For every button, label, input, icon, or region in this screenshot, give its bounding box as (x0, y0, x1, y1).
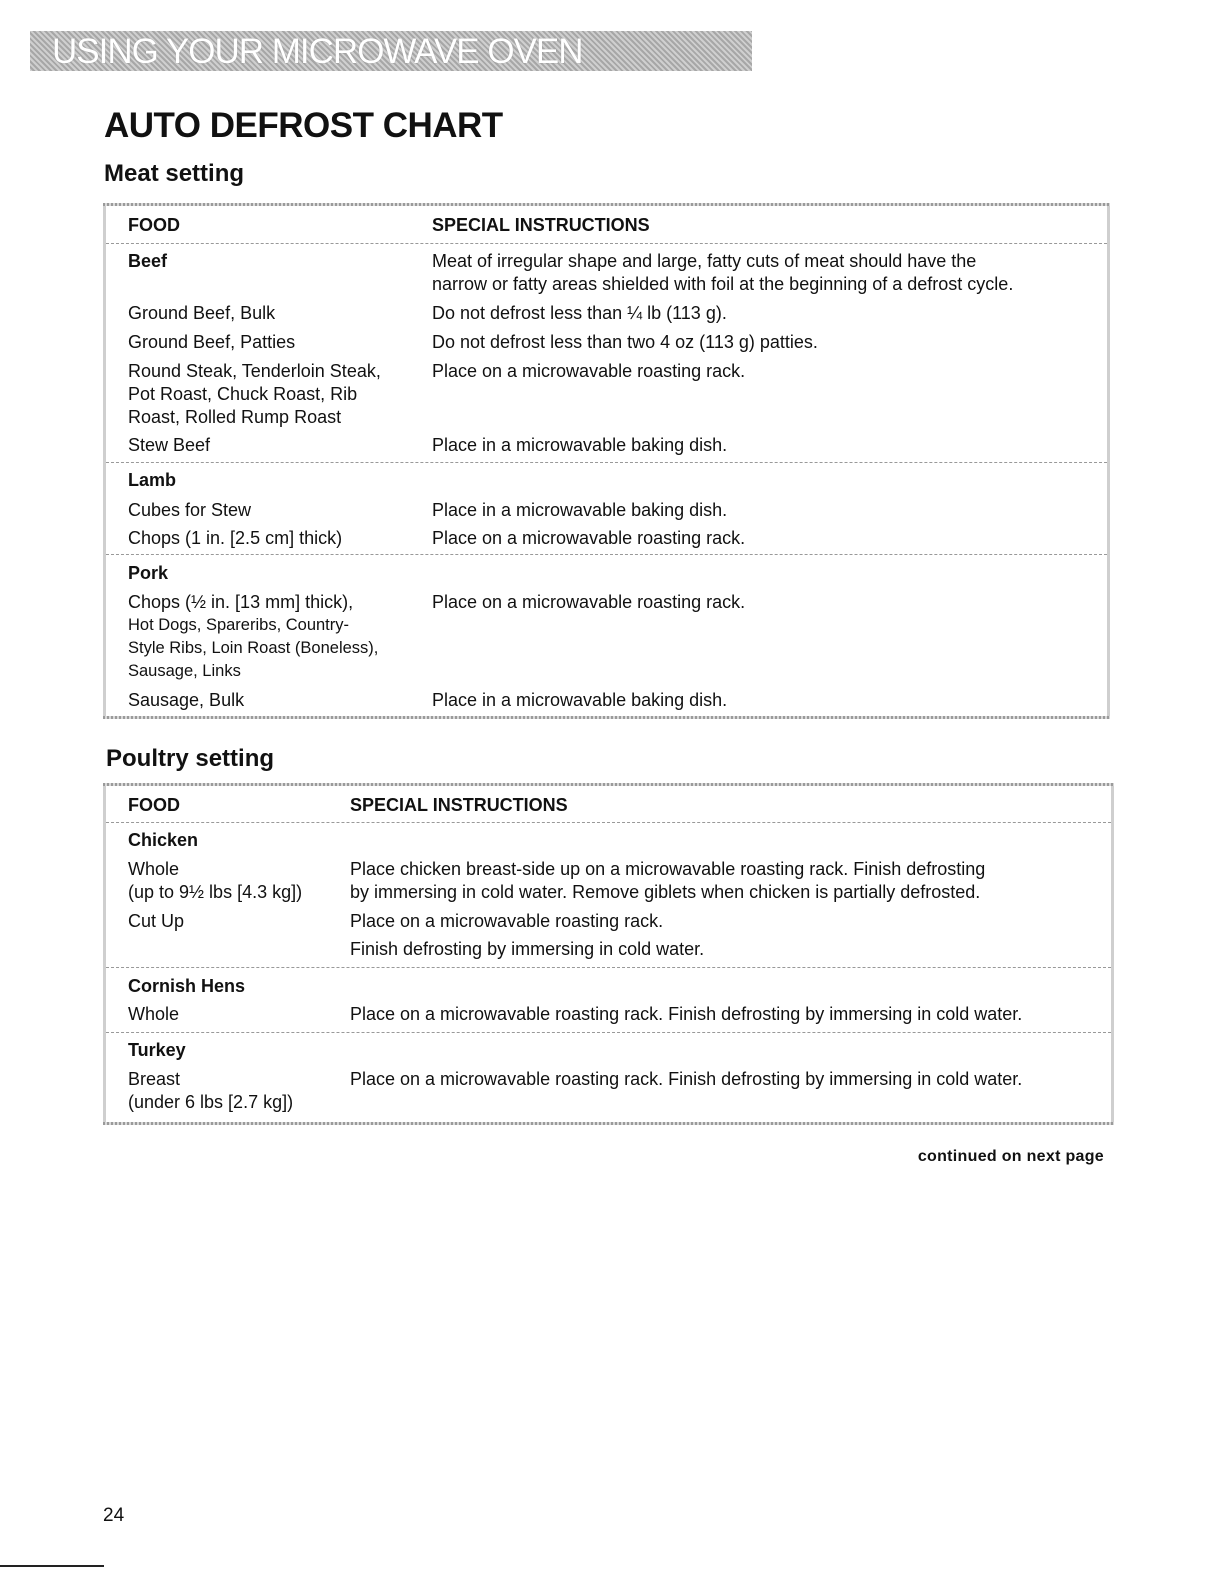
footer-rule (0, 1565, 104, 1567)
food-item: Whole (128, 1004, 180, 1024)
meat-defrost-table (103, 203, 1110, 719)
instruction-text-continued: by immersing in cold water. Remove giblets when chicken is partially defrosted. (350, 882, 981, 902)
group-label-lamb: Lamb (128, 470, 177, 490)
group-divider (106, 462, 1107, 463)
instruction-text: Place in a microwavable baking dish. (432, 690, 728, 710)
food-item: Chops (1 in. [2.5 cm] thick) (128, 528, 343, 548)
instruction-text: Place in a microwavable baking dish. (432, 500, 728, 520)
food-item-continued: Sausage, Links (128, 662, 241, 680)
instruction-text: Do not defrost less than two 4 oz (113 g) patties. (432, 332, 818, 352)
group-label-chicken: Chicken (128, 830, 199, 850)
group-divider (106, 1032, 1111, 1033)
food-item: Chops (½ in. [13 mm] thick), (128, 592, 354, 612)
instructions-column-header: SPECIAL INSTRUCTIONS (432, 215, 650, 235)
table-bottom-edge (103, 1122, 1114, 1125)
food-item: Stew Beef (128, 435, 211, 455)
instruction-text: Place on a microwavable roasting rack. (432, 528, 746, 548)
food-item: Cut Up (128, 911, 185, 931)
instruction-text: Place chicken breast-side up on a microwavable roasting rack. Finish defrosting (350, 859, 986, 879)
instructions-column-header: SPECIAL INSTRUCTIONS (350, 795, 568, 815)
food-item-continued: Roast, Rolled Rump Roast (128, 407, 342, 427)
instruction-text: Do not defrost less than ¼ lb (113 g). (432, 303, 727, 323)
table-bottom-edge (103, 716, 1110, 719)
instruction-text: Place on a microwavable roasting rack. (350, 911, 664, 931)
page-title: AUTO DEFROST CHART (104, 106, 503, 145)
food-item-continued: Pot Roast, Chuck Roast, Rib (128, 384, 358, 404)
food-item-continued: Hot Dogs, Spareribs, Country- (128, 616, 350, 634)
table-top-edge (103, 203, 1110, 206)
group-divider (106, 554, 1107, 555)
food-item-continued: (under 6 lbs [2.7 kg]) (128, 1092, 294, 1112)
table-top-edge (103, 783, 1114, 786)
instruction-text: Place on a microwavable roasting rack. (432, 361, 746, 381)
instruction-text: Place on a microwavable roasting rack. Finish defrosting by immersing in cold water. (350, 1004, 1023, 1024)
food-item: Whole (128, 859, 180, 879)
food-item-continued: Style Ribs, Loin Roast (Boneless), (128, 639, 379, 657)
instruction-text: Place in a microwavable baking dish. (432, 435, 728, 455)
group-label-turkey: Turkey (128, 1040, 186, 1060)
group-label-beef: Beef (128, 251, 168, 271)
instruction-text: Place on a microwavable roasting rack. (432, 592, 746, 612)
poultry-setting-title: Poultry setting (106, 745, 275, 772)
food-item: Cubes for Stew (128, 500, 252, 520)
instruction-text-continued: Finish defrosting by immersing in cold water. (350, 939, 705, 959)
food-column-header: FOOD (128, 795, 180, 815)
beef-intro-line-2: narrow or fatty areas shielded with foil at the beginning of a defrost cycle. (432, 274, 1014, 294)
beef-intro-line-1: Meat of irregular shape and large, fatty cuts of meat should have the (432, 251, 977, 271)
instruction-text: Place on a microwavable roasting rack. Finish defrosting by immersing in cold water. (350, 1069, 1023, 1089)
food-item-continued: (up to 9½ lbs [4.3 kg]) (128, 882, 303, 902)
food-item: Breast (128, 1069, 181, 1089)
group-divider (106, 967, 1111, 968)
meat-setting-title: Meat setting (104, 160, 245, 187)
page-number: 24 (103, 1505, 125, 1526)
continued-notice: continued on next page (917, 1148, 1104, 1165)
food-column-header: FOOD (128, 215, 180, 235)
header-divider (106, 243, 1107, 244)
header-divider (106, 822, 1111, 823)
group-label-cornish-hens: Cornish Hens (128, 976, 246, 996)
section-banner (30, 31, 752, 71)
poultry-defrost-table (103, 783, 1114, 1125)
food-item: Round Steak, Tenderloin Steak, (128, 361, 381, 381)
food-item: Sausage, Bulk (128, 690, 245, 710)
group-label-pork: Pork (128, 563, 169, 583)
banner-text: USING YOUR MICROWAVE OVEN (52, 32, 583, 71)
food-item: Ground Beef, Patties (128, 332, 296, 352)
food-item: Ground Beef, Bulk (128, 303, 276, 323)
